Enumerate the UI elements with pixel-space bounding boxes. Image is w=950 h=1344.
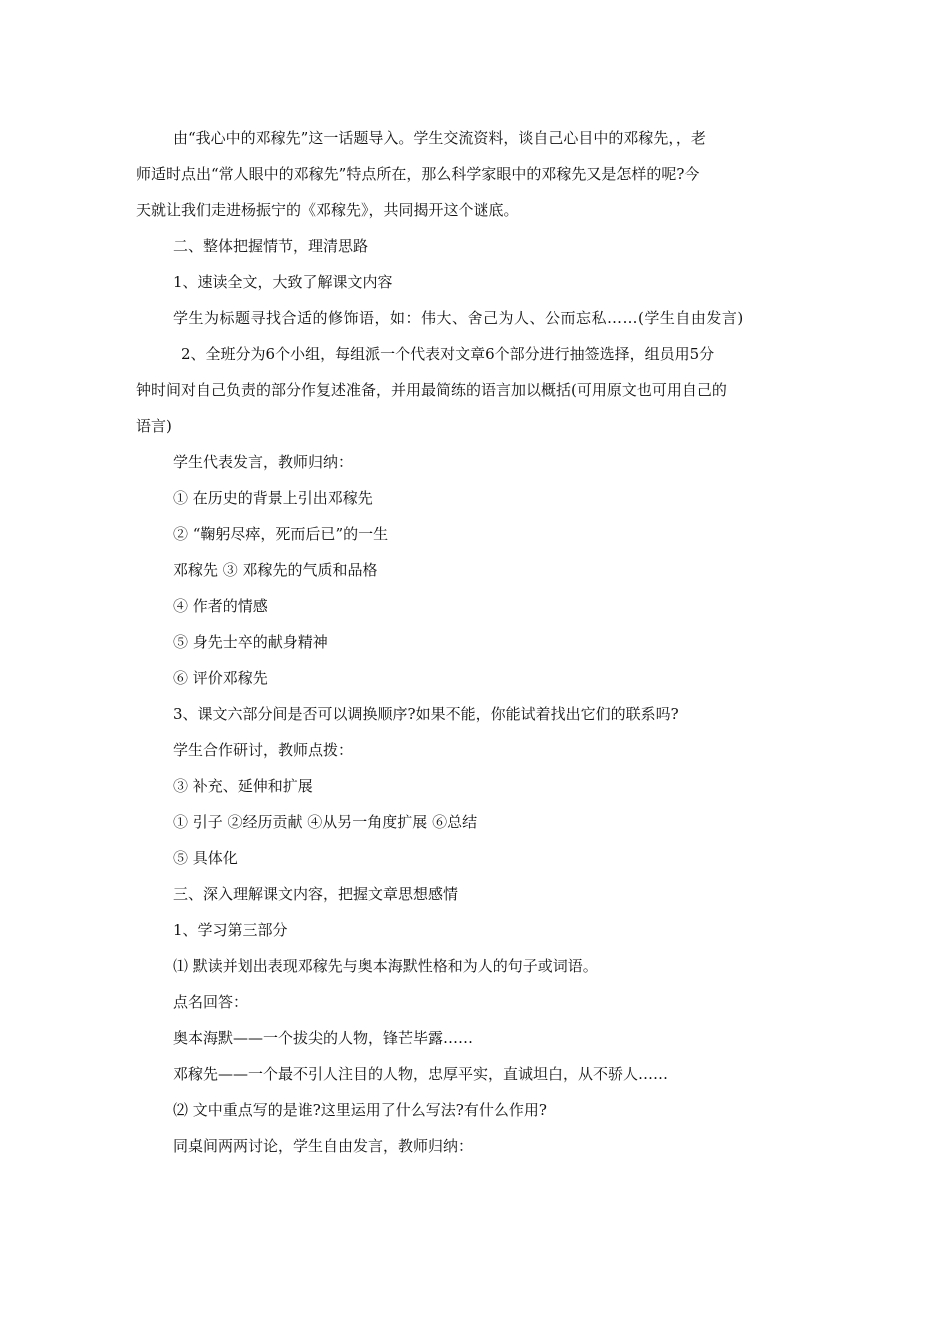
document-body [136,120,816,1164]
list-item: 邓稼先 ③ 邓稼先的气质和品格 [173,561,378,579]
section-heading: 三、深入理解课文内容，把握文章思想感情 [173,885,459,903]
paragraph-line: 语言) [136,417,172,435]
paragraph-line: 钟时间对自己负责的部分作复述准备，并用最简练的语言加以概括(可用原文也可用自己的 [136,381,727,399]
list-item: ② “鞠躬尽瘁，死而后已”的一生 [173,525,389,543]
paragraph-line: 学生为标题寻找合适的修饰语，如：伟大、舍己为人、公而忘私……(学生自由发言) [173,309,744,327]
section-heading: 二、整体把握情节，理清思路 [173,237,369,255]
subsection-heading: 3、课文六部分间是否可以调换顺序?如果不能，你能试着找出它们的联系吗? [173,705,679,723]
paragraph-line: 奥本海默——一个拔尖的人物，锋芒毕露…… [173,1029,474,1047]
list-item: ⑤ 具体化 [173,849,238,867]
paragraph-line: 点名回答： [173,993,249,1011]
list-item: ① 引子 ②经历贡献 ④从另一角度扩展 ⑥总结 [173,813,478,831]
paragraph-line: 天就让我们走进杨振宁的《邓稼先》，共同揭开这个谜底。 [136,201,519,219]
paragraph-line: 由“我心中的邓稼先”这一话题导入。学生交流资料，谈自己心目中的邓稼先，，老 [173,129,706,147]
list-item: ⑤ 身先士卒的献身精神 [173,633,328,651]
list-item: ④ 作者的情感 [173,597,268,615]
list-item: ① 在历史的背景上引出邓稼先 [173,489,373,507]
subsection-heading: 1、学习第三部分 [173,921,288,939]
list-item: ⑴ 默读并划出表现邓稼先与奥本海默性格和为人的句子或词语。 [173,957,598,975]
paragraph-line: 2、全班分为6个小组，每组派一个代表对文章6个部分进行抽签选择，组员用5分 [181,345,715,363]
paragraph-line: 同桌间两两讨论，学生自由发言，教师归纳： [173,1137,474,1155]
paragraph-line: 学生代表发言，教师归纳： [173,453,354,471]
list-item: ③ 补充、延伸和扩展 [173,777,313,795]
list-item: ⑥ 评价邓稼先 [173,669,268,687]
paragraph-line: 邓稼先——一个最不引人注目的人物，忠厚平实，直诚坦白，从不骄人…… [173,1065,669,1083]
list-item: ⑵ 文中重点写的是谁?这里运用了什么写法?有什么作用? [173,1101,547,1119]
subsection-heading: 1、速读全文，大致了解课文内容 [173,273,393,291]
paragraph-line: 师适时点出“常人眼中的邓稼先”特点所在，那么科学家眼中的邓稼先又是怎样的呢?今 [136,165,700,183]
paragraph-line: 学生合作研讨，教师点拨： [173,741,354,759]
